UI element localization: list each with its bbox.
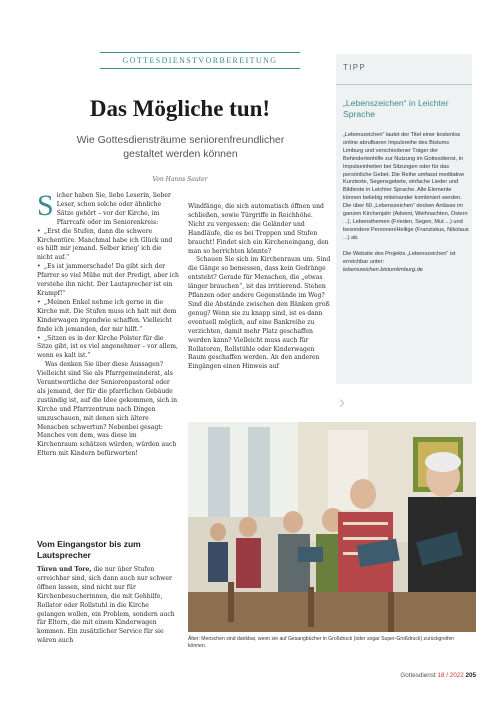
kicker-rule-bottom: [100, 68, 300, 69]
drop-cap: S: [37, 189, 54, 222]
tip-body: „Lebenszeichen“ lautet der Titel einer kostenlos online abrufbaren Impulsreihe des Bistums Limburg und verschiedener Träger der Behindertenhilfe zur Nutzung im Gottesdienst, in Impulseinheiten bei Sitzungen oder für das persönliche Gebet. Die Reihe umfasst meditative Kurztexte, Segensgebete, einfache Lieder und Bildtexte in Leichter Sprache. Alle Elemente können beliebig miteinander kombiniert werden. Die über 60 „Lebenszeichen“ decken Anlässe im ganzen Kirchenjahr (Advent, Weihnachten, Ostern ...), Lebensthemen (Frieden, Segen, Mut ...) und besondere Personen/Heilige (Franziskus, Nikolaus ...) ab. Die Website des Projekts „Lebenszeichen“ ist erreichbar unter: lebenszeichen.bistumlimburg.de: [343, 132, 469, 273]
page-footer: Gottesdienst 18 / 2022 205: [400, 672, 476, 679]
article-photo: [188, 422, 476, 632]
tip-title: „Lebenszeichen“ in Leichter Sprache: [343, 98, 449, 119]
article-subtitle: Wie Gottesdiensträume seniorenfreundlicher gestaltet werden können: [76, 134, 285, 160]
tip-divider: [336, 84, 472, 85]
quote-bullet: • „Sitzen es in der Kirche Polster für die Sitze gibt, ist es viel angenehmer – vor allem, wenn es kalt ist.“: [37, 334, 178, 360]
article-column-1: [37, 189, 179, 459]
continue-arrow-icon: 〉: [340, 399, 348, 408]
section-body: Türen und Tore, die nur über Stufen erreichbar sind, sich dann auch nur schwer öffnen lassen, sind nicht nur für Kirchenbesucherinnen, die mit Gehhilfe, Rollator oder Rollstuhl in die Kirche gelangen wollen, ein Problem, sondern auch für Eltern, die mit einem Kinderwagen kommen. Ein zusätzlicher Service für sie wären auch: [37, 566, 175, 645]
kicker-rule-top: [100, 52, 300, 53]
article-column-2: Windfänge, die sich automatisch öffnen und schließen, sowie Türgriffe in Reichhöhe. Nicht zu vergessen: die Geländer und Handläufe, die es bei Treppen und Stufen braucht! Findet sich ein Kircheneingang, den man so herrichten könnte? Schauen Sie sich im Kirchenraum um. Sind die Gänge so bemessen, dass kein Gedränge entsteht? Gerade für Menschen, die „etwas länger brauchen“, ist das irritierend. Stehen Pflanzen oder andere Gegenstände im Weg? Sind die Abstände zwischen den Bänken groß genug? Wenn sie zu knapp sind, ist es dann eventuell möglich, auf eine Bankreihe zu verzichten, damit mehr Platz geschaffen werden kann? Vielleicht muss auch für Rollatoren, Rollstühle oder Kinderwagen Raum geschaffen werden. An den anderen Eingängen einen Hinweis auf: [188, 203, 331, 371]
tip-link[interactable]: lebenszeichen.bistumlimburg.de: [343, 266, 423, 273]
paragraph: Was denken Sie über diese Aussagen? Vielleicht sind Sie als Pfarrgemeinderat, als Verantwortliche der Seniorenpastoral oder als jemand, der für die pfarrlichen Gebäude zuständig ist, auf die Idee gekommen, sich in Kirche und Pfarrzentrum nach Dingen umzuschauen, mit denen sich ältere Menschen schwertun? Nebenbei gesagt: Manches von dem, was diese im Kirchenraum schätzen würden, würden auch Eltern mit Kindern befürworten!: [37, 361, 178, 458]
quote-bullet: • „Erst die Stufen, dann die schwere Kirchentüre. Manchmal habe ich Glück und es hilft mir jemand. Selber krieg' ich die nicht auf.“: [37, 227, 173, 262]
section-kicker: GOTTESDIENSTVORBEREITUNG: [122, 56, 278, 65]
quote-bullet: • „Meinen Enkel nehme ich gerne in die Kirche mit. Die Stufen muss ich halt mit dem Kinderwagen irgendwie schaffen. Vielleicht finde ich jemanden, der mir hilft.“: [37, 298, 177, 333]
section-heading: Vom Eingangstor bis zum Lautsprecher: [37, 539, 141, 560]
photo-caption: Älter: Menschen sind dankbar, wenn sie auf Gesangbücher in Großdruck (oder sogar Super-Großdruck) zurückgreifen können.: [188, 636, 455, 649]
author-byline: Von Hanns Sauter: [152, 176, 208, 183]
quote-bullet: • „Es ist jammerschade! Da gibt sich der Pfarrer so viel Mühe mit der Predigt, aber ich verstehe ihn nicht. Der Lautsprecher ist ein Krampf!“: [37, 263, 179, 297]
intro-text: icher haben Sie, liebe Leserin, lieber Leser, schon solche oder ähnliche Sätze gehört – vor der Kirche, im Pfarrcafé oder im Seniorenkreis:: [56, 192, 171, 226]
article-title: Das Mögliche tun!: [89, 96, 271, 121]
tip-header: TIPP: [343, 63, 366, 72]
page-number: 205: [465, 672, 476, 679]
